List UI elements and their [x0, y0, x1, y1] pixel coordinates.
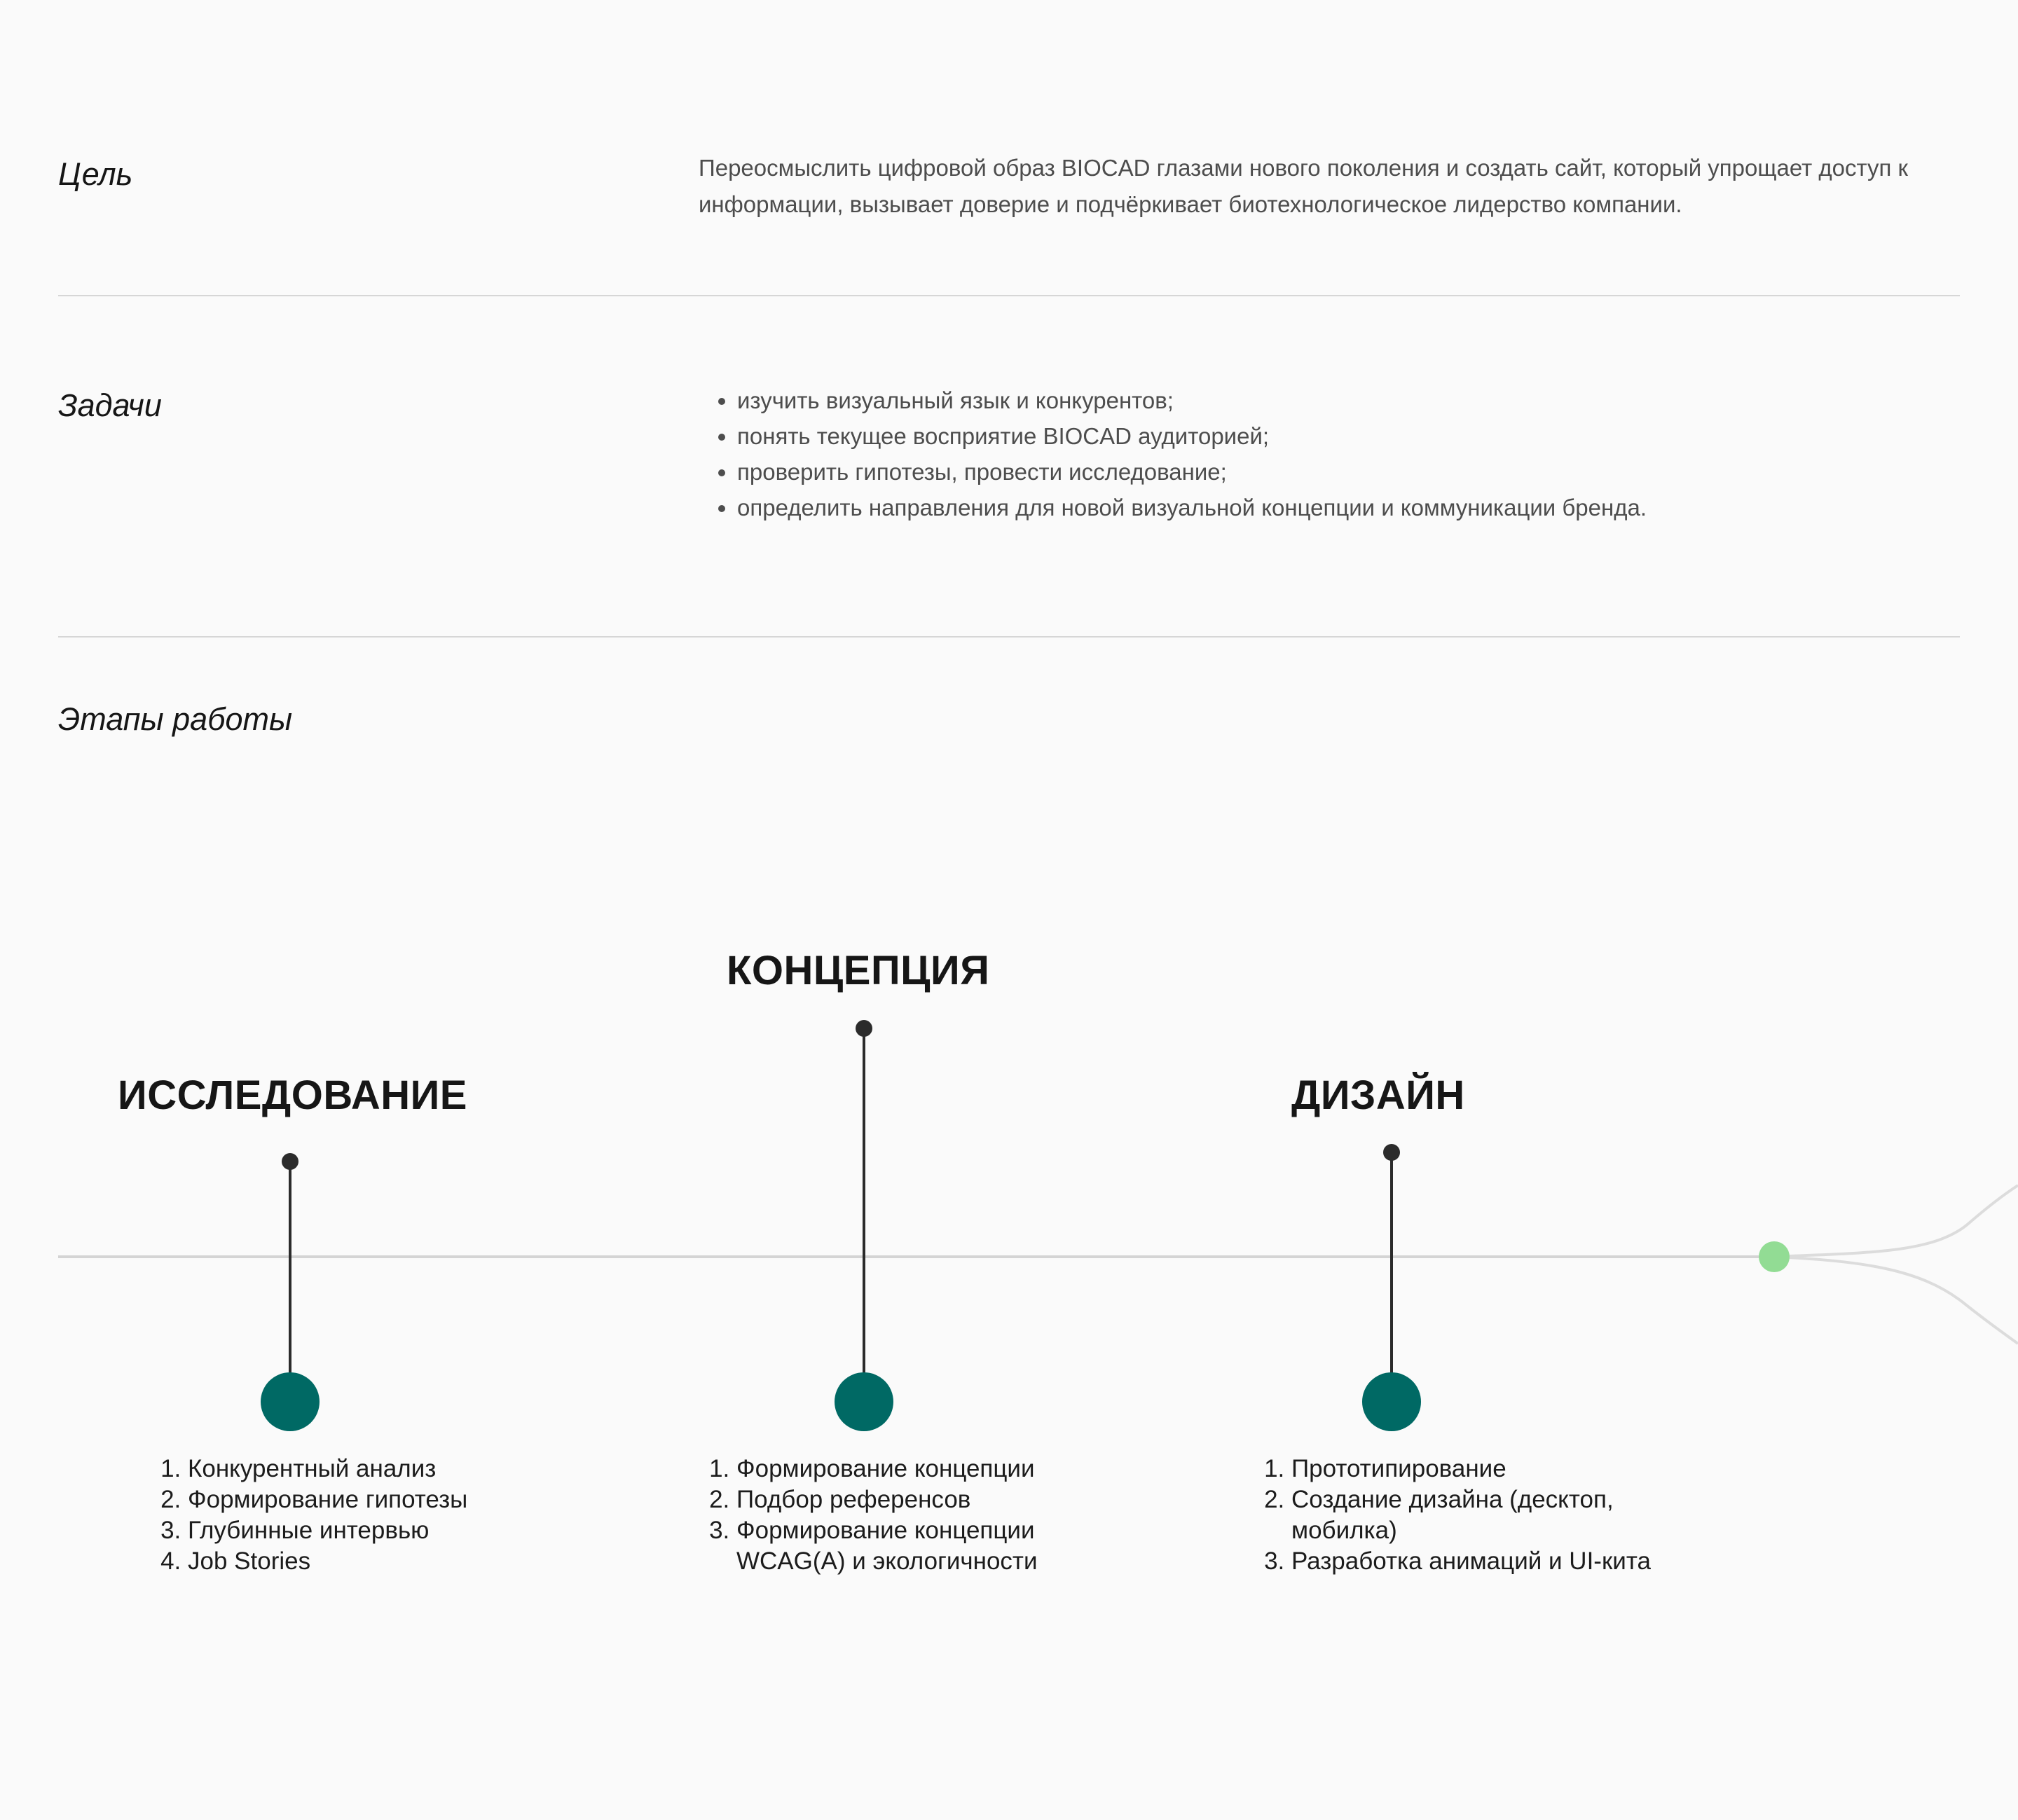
timeline-endpoint [1759, 1241, 1790, 1272]
task-item: • проверить гипотезы, провести исследование; [737, 454, 1928, 490]
pin-head-research [282, 1153, 298, 1170]
step-item: 3. Глубинные интервью [188, 1515, 580, 1546]
step-item: 2. Создание дизайна (десктоп, мобилка) [1291, 1484, 1705, 1546]
goal-text: Переосмыслить цифровой образ BIOCAD глазами нового поколения и создать сайт, который упрощает доступ к информации, вызывает доверие и подчёркивает биотехнологическое лидерство компании. [699, 155, 1908, 217]
goal-label: Цель [58, 156, 133, 192]
task-item: • определить направления для новой визуальной концепции и коммуникации бренда. [737, 490, 1928, 525]
stage-title-research: ИССЛЕДОВАНИЕ [118, 1073, 467, 1118]
pin-head-concept [856, 1020, 872, 1037]
step-item: 1. Формирование концепции [736, 1454, 1115, 1484]
stage-steps-concept [706, 1454, 1115, 1577]
step-item: 4. Job Stories [188, 1546, 580, 1577]
tasks-label: Задачи [58, 387, 162, 423]
milestone-concept [835, 1372, 893, 1431]
step-item: 2. Формирование гипотезы [188, 1484, 580, 1515]
stages-label: Этапы работы [58, 701, 293, 737]
task-item: • понять текущее восприятие BIOCAD аудиторией; [737, 418, 1928, 454]
milestone-design [1362, 1372, 1421, 1431]
step-item: 3. Разработка анимаций и UI-кита [1291, 1546, 1705, 1577]
task-item: • изучить визуальный язык и конкурентов; [737, 382, 1928, 418]
timeline-branch-up [1774, 1185, 2018, 1257]
step-item: 2. Подбор референсов [736, 1484, 1115, 1515]
milestone-research [261, 1372, 320, 1431]
stage-title-concept: КОНЦЕПЦИЯ [727, 948, 990, 993]
timeline-branch-down [1774, 1257, 2018, 1344]
step-item: 1. Прототипирование [1291, 1454, 1705, 1484]
step-item: 3. Формирование концепции WCAG(A) и экологичности [736, 1515, 1115, 1577]
stage-title-design: ДИЗАЙН [1291, 1073, 1465, 1118]
stage-steps-design [1261, 1454, 1705, 1577]
pin-head-design [1383, 1144, 1400, 1161]
stage-steps-research [157, 1454, 580, 1577]
step-item: 1. Конкурентный анализ [188, 1454, 580, 1484]
